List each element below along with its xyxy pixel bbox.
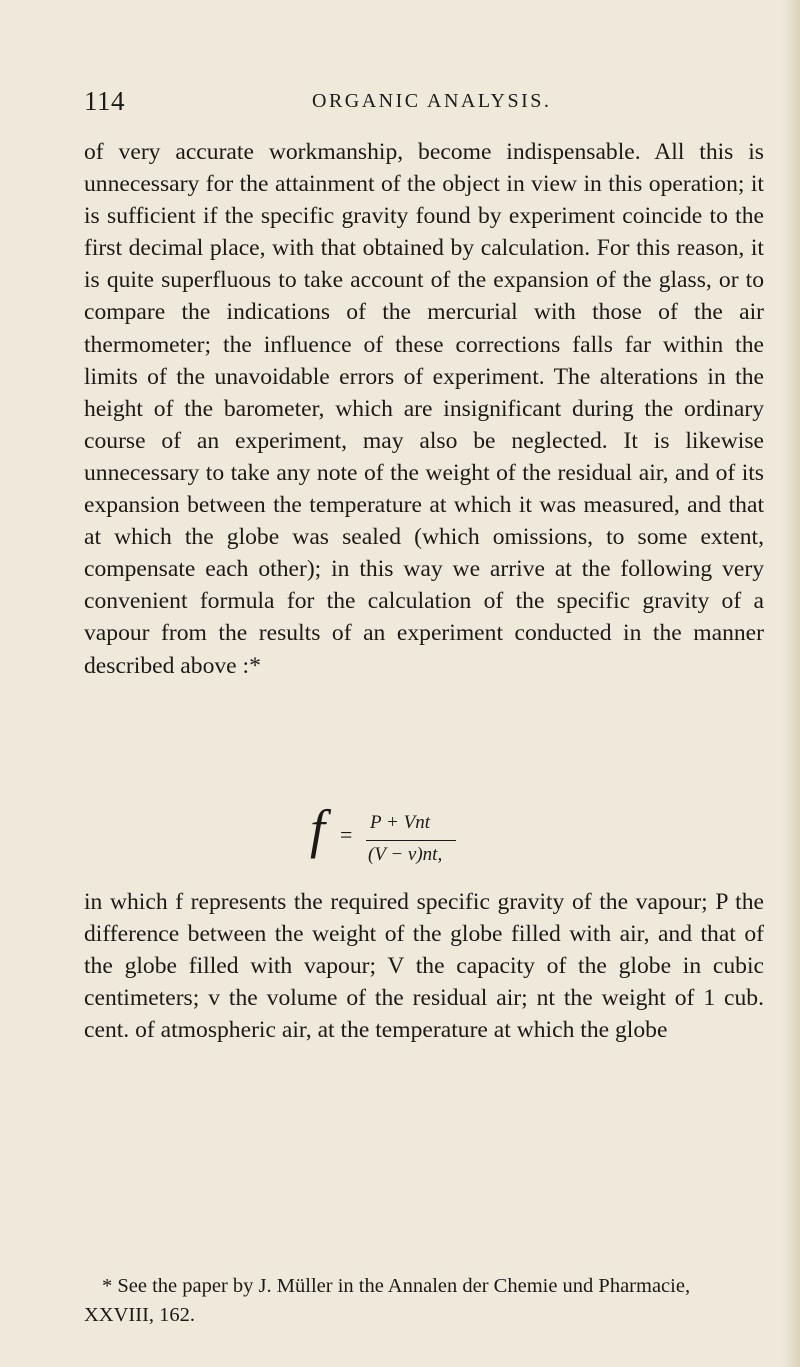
footnote-text: * See the paper by J. Müller in the Annalen der Chemie und Pharmacie, XXVIII, 162. bbox=[84, 1275, 691, 1326]
formula-denominator: (V − v)nt, bbox=[368, 844, 443, 865]
formula-symbol: f bbox=[310, 799, 326, 859]
formula-numerator: P + Vnt bbox=[370, 812, 430, 833]
fraction-bar bbox=[366, 840, 456, 841]
page-number: 114 bbox=[84, 86, 125, 116]
explanation-paragraph bbox=[84, 886, 764, 1046]
running-head: ORGANIC ANALYSIS. bbox=[312, 90, 552, 112]
specific-gravity-formula bbox=[310, 799, 510, 872]
page-header bbox=[84, 86, 764, 122]
page-edge-shadow bbox=[782, 0, 800, 1367]
formula-equals: = bbox=[340, 822, 353, 847]
paragraph-1: of very accurate workmanship, become indispensable. All this is unnecessary for the attainment of the object in view in this operation; it is sufficient if the specific gravity found by experiment coincide to the first decimal place, with that obtained by calculation. For this reason, it is quite superfluous to take account of the expansion of the glass, or to compare the indications of the mercurial with those of the air thermometer; the influence of these corrections falls far within the limits of the unavoidable errors of experiment. The alterations in the height of the barometer, which are insignificant during the ordinary course of an experiment, may also be neglected. It is likewise unnecessary to take any note of the weight of the residual air, and of its expansion between the temperature at which it was measured, and that at which the globe was sealed (which omissions, to some extent, compensate each other); in this way we arrive at the following very convenient formula for the calculation of the specific gravity of a vapour from the results of an experiment conducted in the manner described above :* bbox=[84, 139, 764, 679]
footnote bbox=[84, 1272, 764, 1330]
main-paragraph bbox=[84, 136, 764, 682]
paragraph-2: in which f represents the required specific gravity of the vapour; P the difference between the weight of the globe filled with air, and that of the globe filled with vapour; V the capacity of the globe in cubic centimeters; v the volume of the residual air; nt the weight of 1 cub. cent. of atmospheric air, at the temperature at which the globe bbox=[84, 889, 764, 1044]
